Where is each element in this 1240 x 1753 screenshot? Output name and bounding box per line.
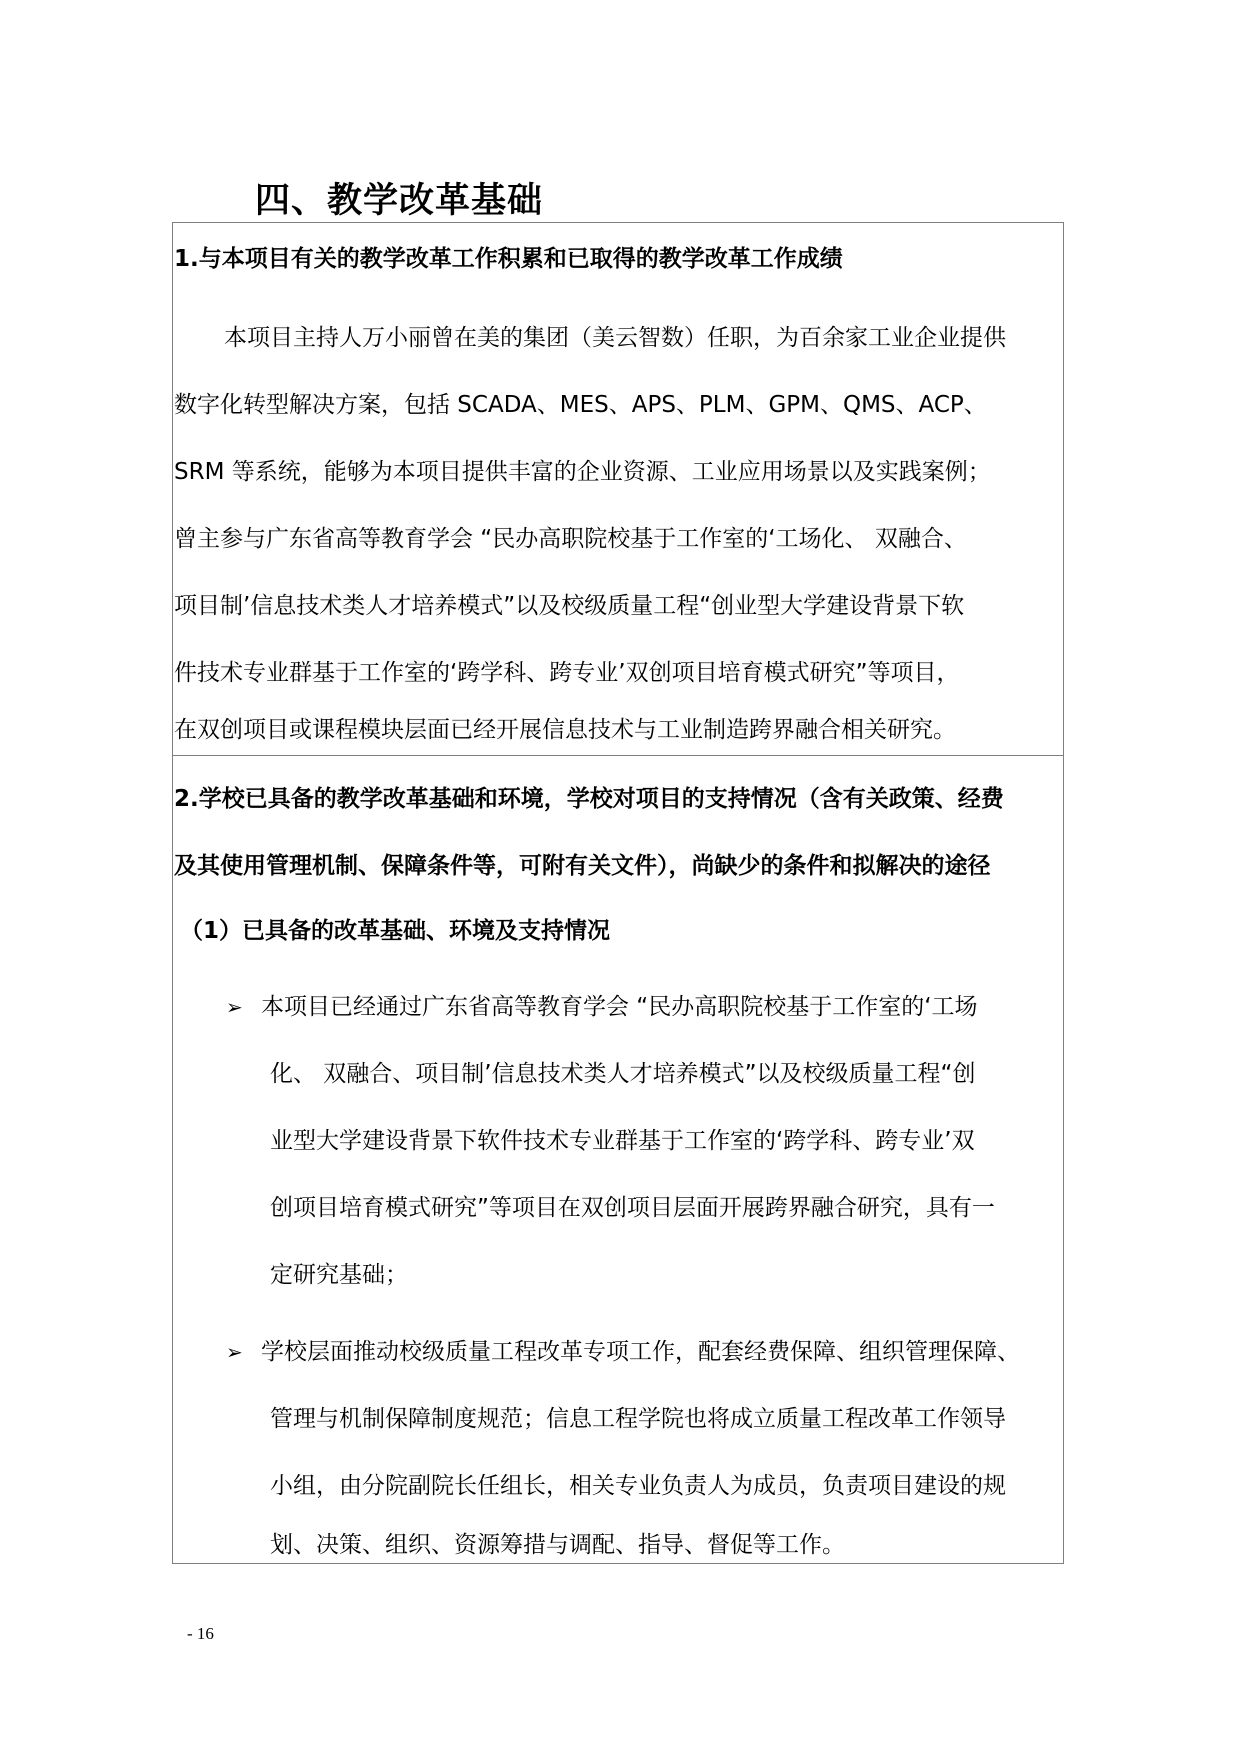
bullet-1-line-3: 业型大学建设背景下软件技术专业群基于工作室的‘跨学科、跨专业’双 [270, 1128, 975, 1154]
part2-heading-line-2: 及其使用管理机制、保障条件等，可附有关文件），尚缺少的条件和拟解决的途径 [174, 853, 991, 879]
part1-line-5: 项目制’信息技术类人才培养模式”以及校级质量工程“创业型大学建设背景下软 [174, 593, 965, 619]
part2-heading-line-1: 2.学校已具备的教学改革基础和环境，学校对项目的支持情况（含有关政策、经费 [174, 786, 1004, 812]
arrow-bullet-icon: ➢ [226, 995, 243, 1019]
page-number: - 16 [187, 1624, 214, 1643]
arrow-bullet-icon: ➢ [226, 1340, 243, 1364]
bullet-2-line-2: 管理与机制保障制度规范；信息工程学院也将成立质量工程改革工作领导 [270, 1406, 1006, 1432]
part1-line-6: 件技术专业群基于工作室的‘跨学科、跨专业’双创项目培育模式研究”等项目， [174, 660, 960, 686]
bullet-1-line-1: 本项目已经通过广东省高等教育学会 “民办高职院校基于工作室的‘工场 [261, 994, 978, 1020]
part1-line-4: 曾主参与广东省高等教育学会 “民办高职院校基于工作室的‘工场化、 双融合、 [174, 526, 967, 552]
bullet-1-line-2: 化、 双融合、项目制’信息技术类人才培养模式”以及校级质量工程“创 [270, 1061, 976, 1087]
bullet-2-line-1: 学校层面推动校级质量工程改革专项工作，配套经费保障、组织管理保障、 [261, 1339, 1020, 1365]
part2-subheading: （1）已具备的改革基础、环境及支持情况 [180, 918, 611, 944]
bullet-1-line-5: 定研究基础； [270, 1262, 408, 1288]
bullet-2-line-3: 小组，由分院副院长任组长，相关专业负责人为成员，负责项目建设的规 [270, 1473, 1006, 1499]
part1-line-1: 本项目主持人万小丽曾在美的集团（美云智数）任职，为百余家工业企业提供 [224, 325, 1006, 351]
bullet-2-line-4: 划、决策、组织、资源筹措与调配、指导、督促等工作。 [270, 1532, 845, 1558]
table-row-divider [172, 755, 1064, 756]
bullet-1-line-4: 创项目培育模式研究”等项目在双创项目层面开展跨界融合研究，具有一 [270, 1195, 995, 1221]
part1-line-7: 在双创项目或课程模块层面已经开展信息技术与工业制造跨界融合相关研究。 [174, 717, 956, 743]
section-title: 四、教学改革基础 [255, 181, 544, 221]
part1-line-2: 数字化转型解决方案，包括 SCADA、MES、APS、PLM、GPM、QMS、ACP、 [174, 392, 987, 418]
part1-heading: 1.与本项目有关的教学改革工作积累和已取得的教学改革工作成绩 [174, 246, 843, 272]
part1-line-3: SRM 等系统，能够为本项目提供丰富的企业资源、工业应用场景以及实践案例； [174, 459, 991, 485]
